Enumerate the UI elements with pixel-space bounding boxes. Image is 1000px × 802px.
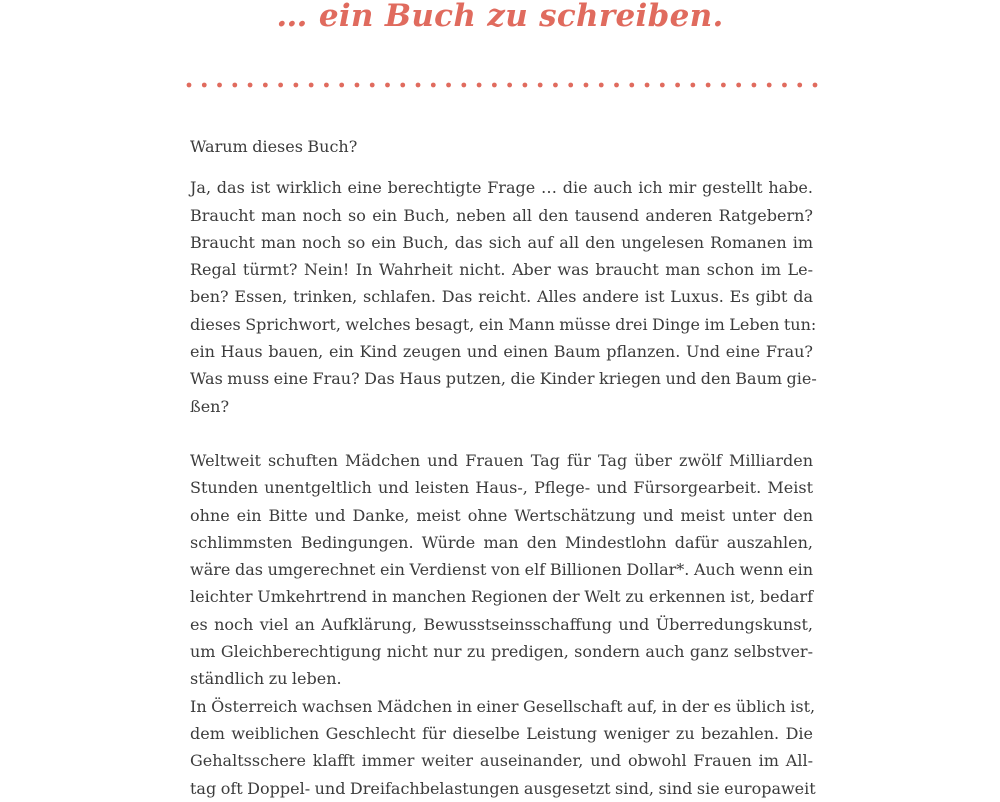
text-line: ben? Essen, trinken, schlafen. Das reicht. Alles andere ist Luxus. Es gibt da — [190, 287, 813, 307]
divider-dot — [797, 83, 802, 88]
divider-dot — [309, 83, 314, 88]
body-text — [190, 133, 817, 802]
divider-dot — [752, 83, 757, 88]
text-line: Braucht man noch so ein Buch, neben all den tausend anderen Ratgebern? — [190, 205, 813, 225]
paragraph-2 — [190, 447, 813, 693]
paragraph-3 — [190, 693, 816, 802]
text-line: um Gleichberechtigung nicht nur zu predigen, sondern auch ganz selbstver- — [190, 642, 813, 662]
divider-dot — [248, 83, 253, 88]
divider-dot — [293, 83, 298, 88]
text-line: tag oft Doppel- und Dreifachbelastungen ausgesetzt sind, sind sie europaweit — [190, 778, 816, 798]
text-line: ständlich zu leben. — [190, 669, 342, 689]
text-line: es noch viel an Aufklärung, Bewusstseinsschaffung und Überredungskunst, — [190, 614, 813, 634]
divider-dot — [645, 83, 650, 88]
divider-dot — [446, 83, 451, 88]
divider-dot — [202, 83, 207, 88]
dotted-divider-graphic — [186, 82, 818, 88]
divider-dot — [629, 83, 634, 88]
divider-dot — [782, 83, 787, 88]
divider-dot — [355, 83, 360, 88]
text-line: leichter Umkehrtrend in manchen Regionen der Welt zu erkennen ist, bedarf — [190, 587, 813, 607]
divider-dot — [278, 83, 283, 88]
text-line: Weltweit schuften Mädchen und Frauen Tag für Tag über zwölf Milliarden — [190, 450, 813, 470]
text-line: ohne ein Bitte und Danke, meist ohne Wertschätzung und meist unter den — [190, 505, 813, 525]
text-line: Regal türmt? Nein! In Wahrheit nicht. Aber was braucht man schon im Le- — [190, 260, 813, 280]
divider-dot — [507, 83, 512, 88]
text-line: ein Haus bauen, ein Kind zeugen und einen Baum pflanzen. Und eine Frau? — [190, 342, 813, 362]
dotted-divider — [186, 82, 818, 88]
text-line: wäre das umgerechnet ein Verdienst von elf Billionen Dollar*. Auch wenn ein — [190, 560, 813, 580]
divider-dot — [523, 83, 528, 88]
text-line: ßen? — [190, 396, 230, 416]
text-line: Braucht man noch so ein Buch, das sich auf all den ungelesen Romanen im — [190, 232, 813, 252]
divider-dot — [813, 83, 818, 88]
divider-dot — [721, 83, 726, 88]
divider-dot — [599, 83, 604, 88]
divider-dot — [660, 83, 665, 88]
divider-dot — [538, 83, 543, 88]
divider-dot — [553, 83, 558, 88]
divider-dot — [477, 83, 482, 88]
divider-dot — [431, 83, 436, 88]
divider-dot — [187, 83, 192, 88]
divider-dot — [416, 83, 421, 88]
divider-dot — [370, 83, 375, 88]
divider-dot — [339, 83, 344, 88]
paragraph-1 — [190, 174, 817, 420]
divider-dot — [706, 83, 711, 88]
divider-dot — [400, 83, 405, 88]
question-line: Warum dieses Buch? — [190, 137, 358, 156]
divider-dot — [675, 83, 680, 88]
divider-dot — [232, 83, 237, 88]
divider-dot — [263, 83, 268, 88]
text-line: dieses Sprichwort, welches besagt, ein Mann müsse drei Dinge im Leben tun: — [190, 314, 817, 334]
divider-dot — [690, 83, 695, 88]
text-line: Gehaltsschere klafft immer weiter auseinander, und obwohl Frauen im All- — [190, 751, 813, 771]
text-line: In Österreich wachsen Mädchen in einer Gesellschaft auf, in der es üblich ist, — [190, 696, 816, 716]
text-line: schlimmsten Bedingungen. Würde man den Mindestlohn dafür auszahlen, — [190, 532, 813, 552]
text-line: Ja, das ist wirklich eine berechtigte Frage … die auch ich mir gestellt habe. — [190, 178, 813, 198]
divider-dot — [492, 83, 497, 88]
divider-dot — [385, 83, 390, 88]
divider-dot — [767, 83, 772, 88]
divider-dot — [568, 83, 573, 88]
chapter-heading: … ein Buch zu schreiben. — [276, 0, 724, 34]
text-line: Was muss eine Frau? Das Haus putzen, die Kinder kriegen und den Baum gie- — [190, 369, 817, 389]
divider-dot — [324, 83, 329, 88]
divider-dot — [614, 83, 619, 88]
divider-dot — [461, 83, 466, 88]
divider-dot — [736, 83, 741, 88]
divider-dot — [584, 83, 589, 88]
text-line: Stunden unentgeltlich und leisten Haus-, Pflege- und Fürsorgearbeit. Meist — [190, 478, 813, 498]
text-line: dem weiblichen Geschlecht für dieselbe Leistung weniger zu bezahlen. Die — [190, 723, 813, 743]
divider-dot — [217, 83, 222, 88]
